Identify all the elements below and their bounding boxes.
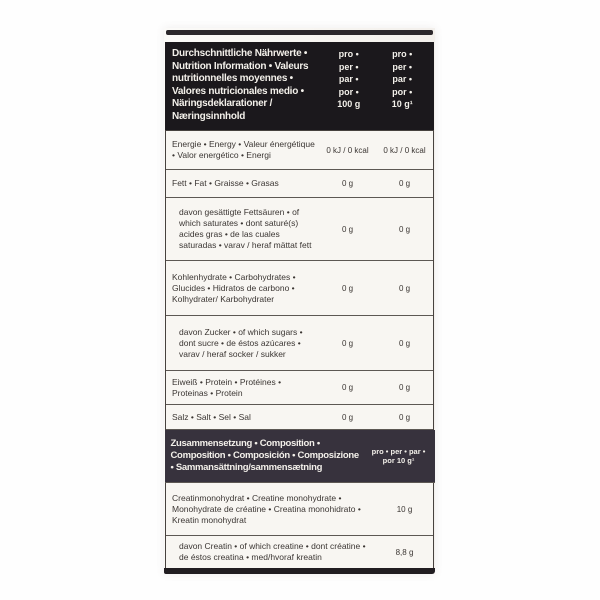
value-per-10g: 0 kJ / 0 kcal <box>383 145 426 155</box>
value-per-100g: 0 g <box>341 383 354 392</box>
title-line: Composition • Composición • Composizione <box>170 450 359 461</box>
nutrition-row-protein <box>166 371 433 405</box>
value-per-10g: 0 g <box>398 338 411 348</box>
per-100g-column-header <box>322 48 376 111</box>
title-line: Næringsinnhold <box>172 110 246 122</box>
column-header-line: 100 g <box>337 99 361 109</box>
column-header-line: pro • per • par • <box>371 446 426 456</box>
column-header-line: por 10 g¹ <box>382 456 415 465</box>
column-header-line: pro • <box>392 49 413 59</box>
column-header-line: pro • <box>338 49 359 59</box>
title-line: Zusammensetzung • Composition • <box>170 438 320 449</box>
nutrition-row-salt <box>166 405 433 430</box>
nutrition-row-carbohydrates <box>166 261 433 316</box>
nutrition-table <box>165 130 434 568</box>
row-label: Eiweiß • Protein • Protéines • Proteinas • Protein <box>172 376 282 398</box>
title-line: Nutrition Information • Valeurs <box>172 60 309 72</box>
column-header-line: por • <box>392 86 413 97</box>
row-label: Energie • Energy • Valeur énergétique • Valor energético • Energi <box>172 139 315 160</box>
row-label: Fett • Fat • Graisse • Grasas <box>172 178 279 188</box>
row-label: davon gesättigte Fettsäuren • of which saturates • dont saturé(s) acides gras • de las cuales saturadas • varav / heraf mättat fett <box>179 207 312 250</box>
row-label: Kohlenhydrate • Carbohydrates • Glucides • Hidratos de carbono • Kolhydrater/ Karbohydrater <box>172 271 296 304</box>
nutrition-row-energy <box>166 131 433 170</box>
title-line: Durchschnittliche Nährwerte • <box>172 48 308 59</box>
column-header-line: par • <box>392 74 413 84</box>
value-per-10g: 0 g <box>398 224 411 234</box>
value-per-100g: 0 g <box>341 338 354 348</box>
nutrition-facts-header <box>165 42 434 130</box>
composition-header <box>165 430 435 483</box>
title-line: nutritionnelles moyennes • <box>172 73 293 84</box>
title-line: Valores nutricionales medio • <box>172 85 304 97</box>
row-label: Creatinmonohydrat • Creatine monohydrate • Monohydrate de créatine • Creatina monohidrato • Kreatin monohydrat <box>172 492 361 525</box>
title-line: Näringsdeklarationer / <box>172 98 273 109</box>
nutrition-label <box>164 28 435 574</box>
row-label: davon Zucker • of which sugars • dont sucre • de éstos azúcares • varav / heraf socker / sukker <box>179 326 303 359</box>
value-per-100g: 0 kJ / 0 kcal <box>326 145 369 155</box>
nutrition-facts-title <box>172 48 322 123</box>
value-per-10g: 0 g <box>398 412 411 422</box>
value-per-100g: 0 g <box>341 224 354 234</box>
column-header-line: por • <box>338 86 359 97</box>
row-label: Salz • Salt • Sel • Sal <box>172 411 251 422</box>
composition-column-header <box>367 447 431 466</box>
per-10g-column-header <box>376 48 430 111</box>
value-per-10g: 0 g <box>398 283 411 293</box>
column-header-line: par • <box>338 74 359 84</box>
label-top-edge <box>166 30 433 35</box>
composition-value: 8,8 g <box>395 547 414 557</box>
title-line: • Sammansättning/sammensætning <box>170 462 323 473</box>
composition-row-creatine-monohydrate <box>166 483 433 536</box>
nutrition-row-saturates <box>166 198 433 261</box>
column-header-line: per • <box>338 61 359 72</box>
nutrition-row-sugars <box>166 316 433 371</box>
nutrition-row-fat <box>166 170 433 198</box>
value-per-10g: 0 g <box>398 383 411 392</box>
value-per-100g: 0 g <box>341 283 354 293</box>
composition-value: 10 g <box>396 504 413 514</box>
value-per-100g: 0 g <box>341 179 354 188</box>
value-per-100g: 0 g <box>341 412 354 422</box>
composition-title <box>171 438 367 474</box>
composition-row-creatine <box>166 536 433 568</box>
column-header-line: per • <box>392 61 413 72</box>
column-header-line: 10 g¹ <box>391 99 413 109</box>
label-bottom-edge <box>164 568 435 574</box>
row-label: davon Creatin • of which creatine • dont créatine • de éstos creatina • med/hvoraf kreatin <box>179 541 366 562</box>
value-per-10g: 0 g <box>398 179 411 188</box>
